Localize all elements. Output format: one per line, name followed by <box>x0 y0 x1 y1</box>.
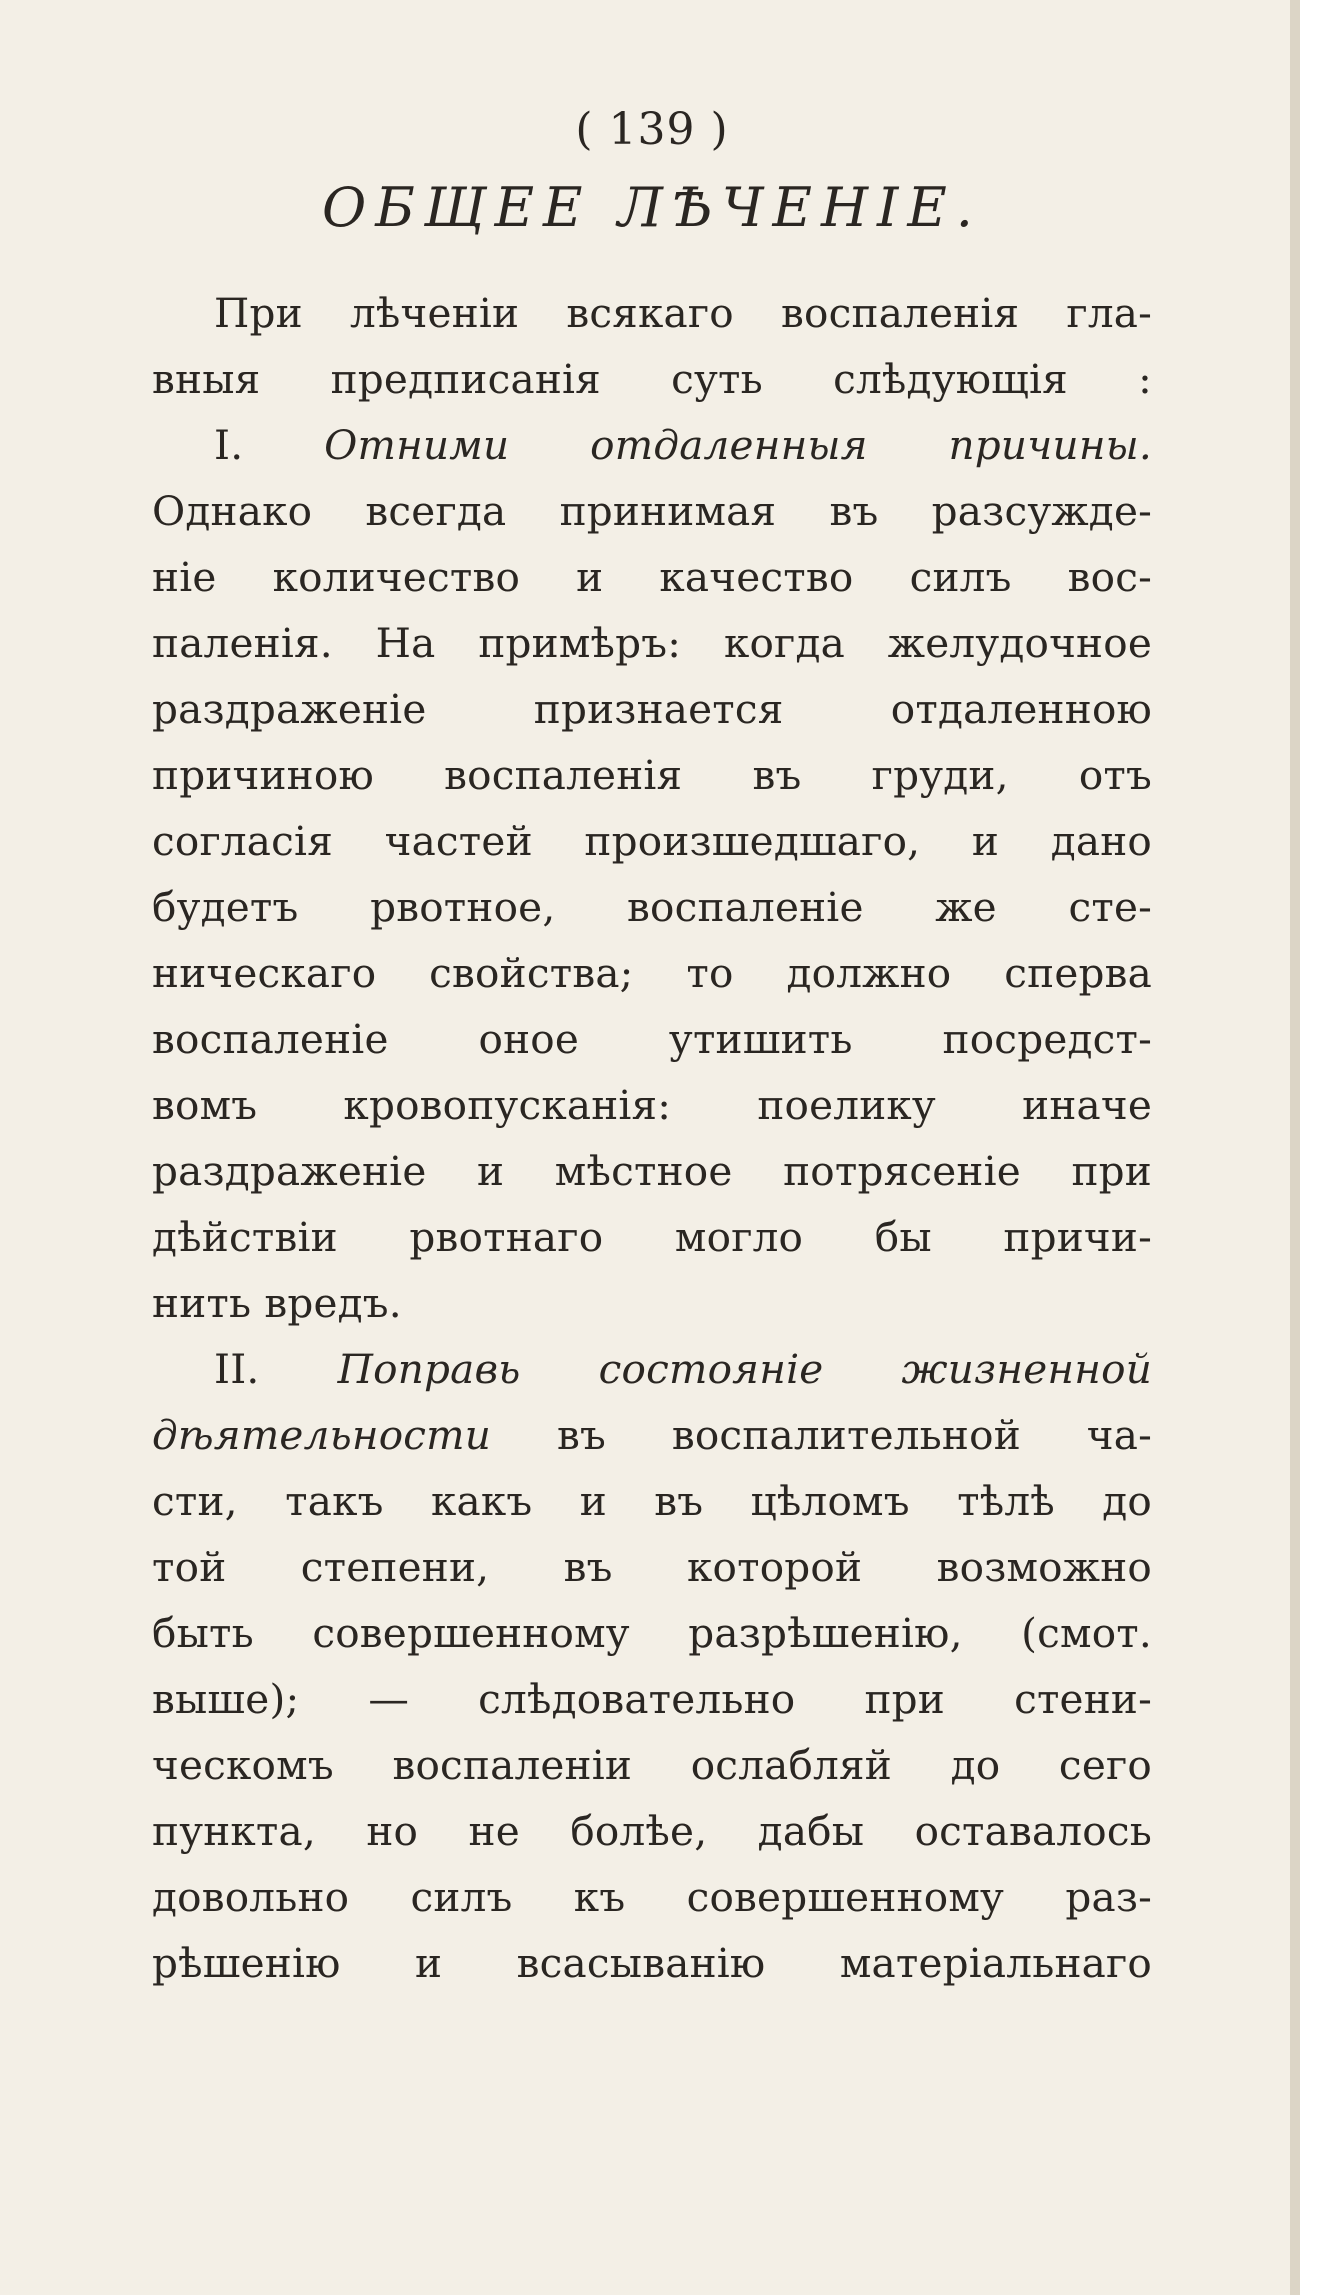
text-line: воспаленіе оное утишить посредст- <box>152 1015 1152 1063</box>
text-line: ніе количество и качество силъ вос- <box>152 553 1152 601</box>
text-line <box>152 1402 1152 1468</box>
text-line: выше); — слѣдовательно при стени- <box>152 1675 1152 1723</box>
text-line: согласія частей произшедшаго, и дано <box>152 817 1152 865</box>
text-line: быть совершенному разрѣшенію, (смот. <box>152 1609 1152 1657</box>
text-line: При лѣченіи всякаго воспаленія гла- <box>214 289 1152 337</box>
text-line <box>152 1336 1152 1402</box>
item-numeral: II. <box>214 1345 338 1393</box>
page-content <box>152 96 1152 1996</box>
text-line: рѣшенію и всасыванію матеріальнаго <box>152 1939 1152 1987</box>
page-number: ( 139 ) <box>575 104 729 155</box>
page-edge <box>1300 0 1328 2295</box>
line-continuation: въ воспалительной ча- <box>491 1411 1152 1459</box>
text-line: будетъ рвотное, воспаленіе же сте- <box>152 883 1152 931</box>
text-line: сти, такъ какъ и въ цѣломъ тѣлѣ до <box>152 1477 1152 1525</box>
text-line: ническаго свойства; то должно сперва <box>152 949 1152 997</box>
text-line: причиною воспаленія въ груди, отъ <box>152 751 1152 799</box>
item-numeral: I. <box>214 421 325 469</box>
text-line: вомъ кровопусканія: поелику иначе <box>152 1081 1152 1129</box>
italic-heading: Отними отдаленныя причины. <box>324 421 1152 469</box>
text-line: нить вредъ. <box>152 1279 402 1327</box>
text-line: ческомъ воспаленіи ослабляй до сего <box>152 1741 1152 1789</box>
text-line <box>152 412 1152 478</box>
text-line: пункта, но не болѣе, дабы оставалось <box>152 1807 1152 1855</box>
text-line: вныя предписанія суть слѣдующія : <box>152 355 1152 403</box>
body-text <box>152 280 1152 1996</box>
text-line: раздраженіе признается отдаленною <box>152 685 1152 733</box>
italic-heading: Поправь состояніе жизненной <box>337 1345 1153 1393</box>
text-line: дѣйствіи рвотнаго могло бы причи- <box>152 1213 1152 1261</box>
text-line: довольно силъ къ совершенному раз- <box>152 1873 1152 1921</box>
section-title: ОБЩЕЕ ЛѢЧЕНІЕ. <box>322 176 982 239</box>
italic-heading: дѣятельности <box>152 1411 492 1459</box>
text-line: той степени, въ которой возможно <box>152 1543 1152 1591</box>
text-line: паленія. На примѣръ: когда желудочное <box>152 619 1152 667</box>
text-line: раздраженіе и мѣстное потрясеніе при <box>152 1147 1152 1195</box>
text-line: Однако всегда принимая въ разсужде- <box>152 487 1152 535</box>
